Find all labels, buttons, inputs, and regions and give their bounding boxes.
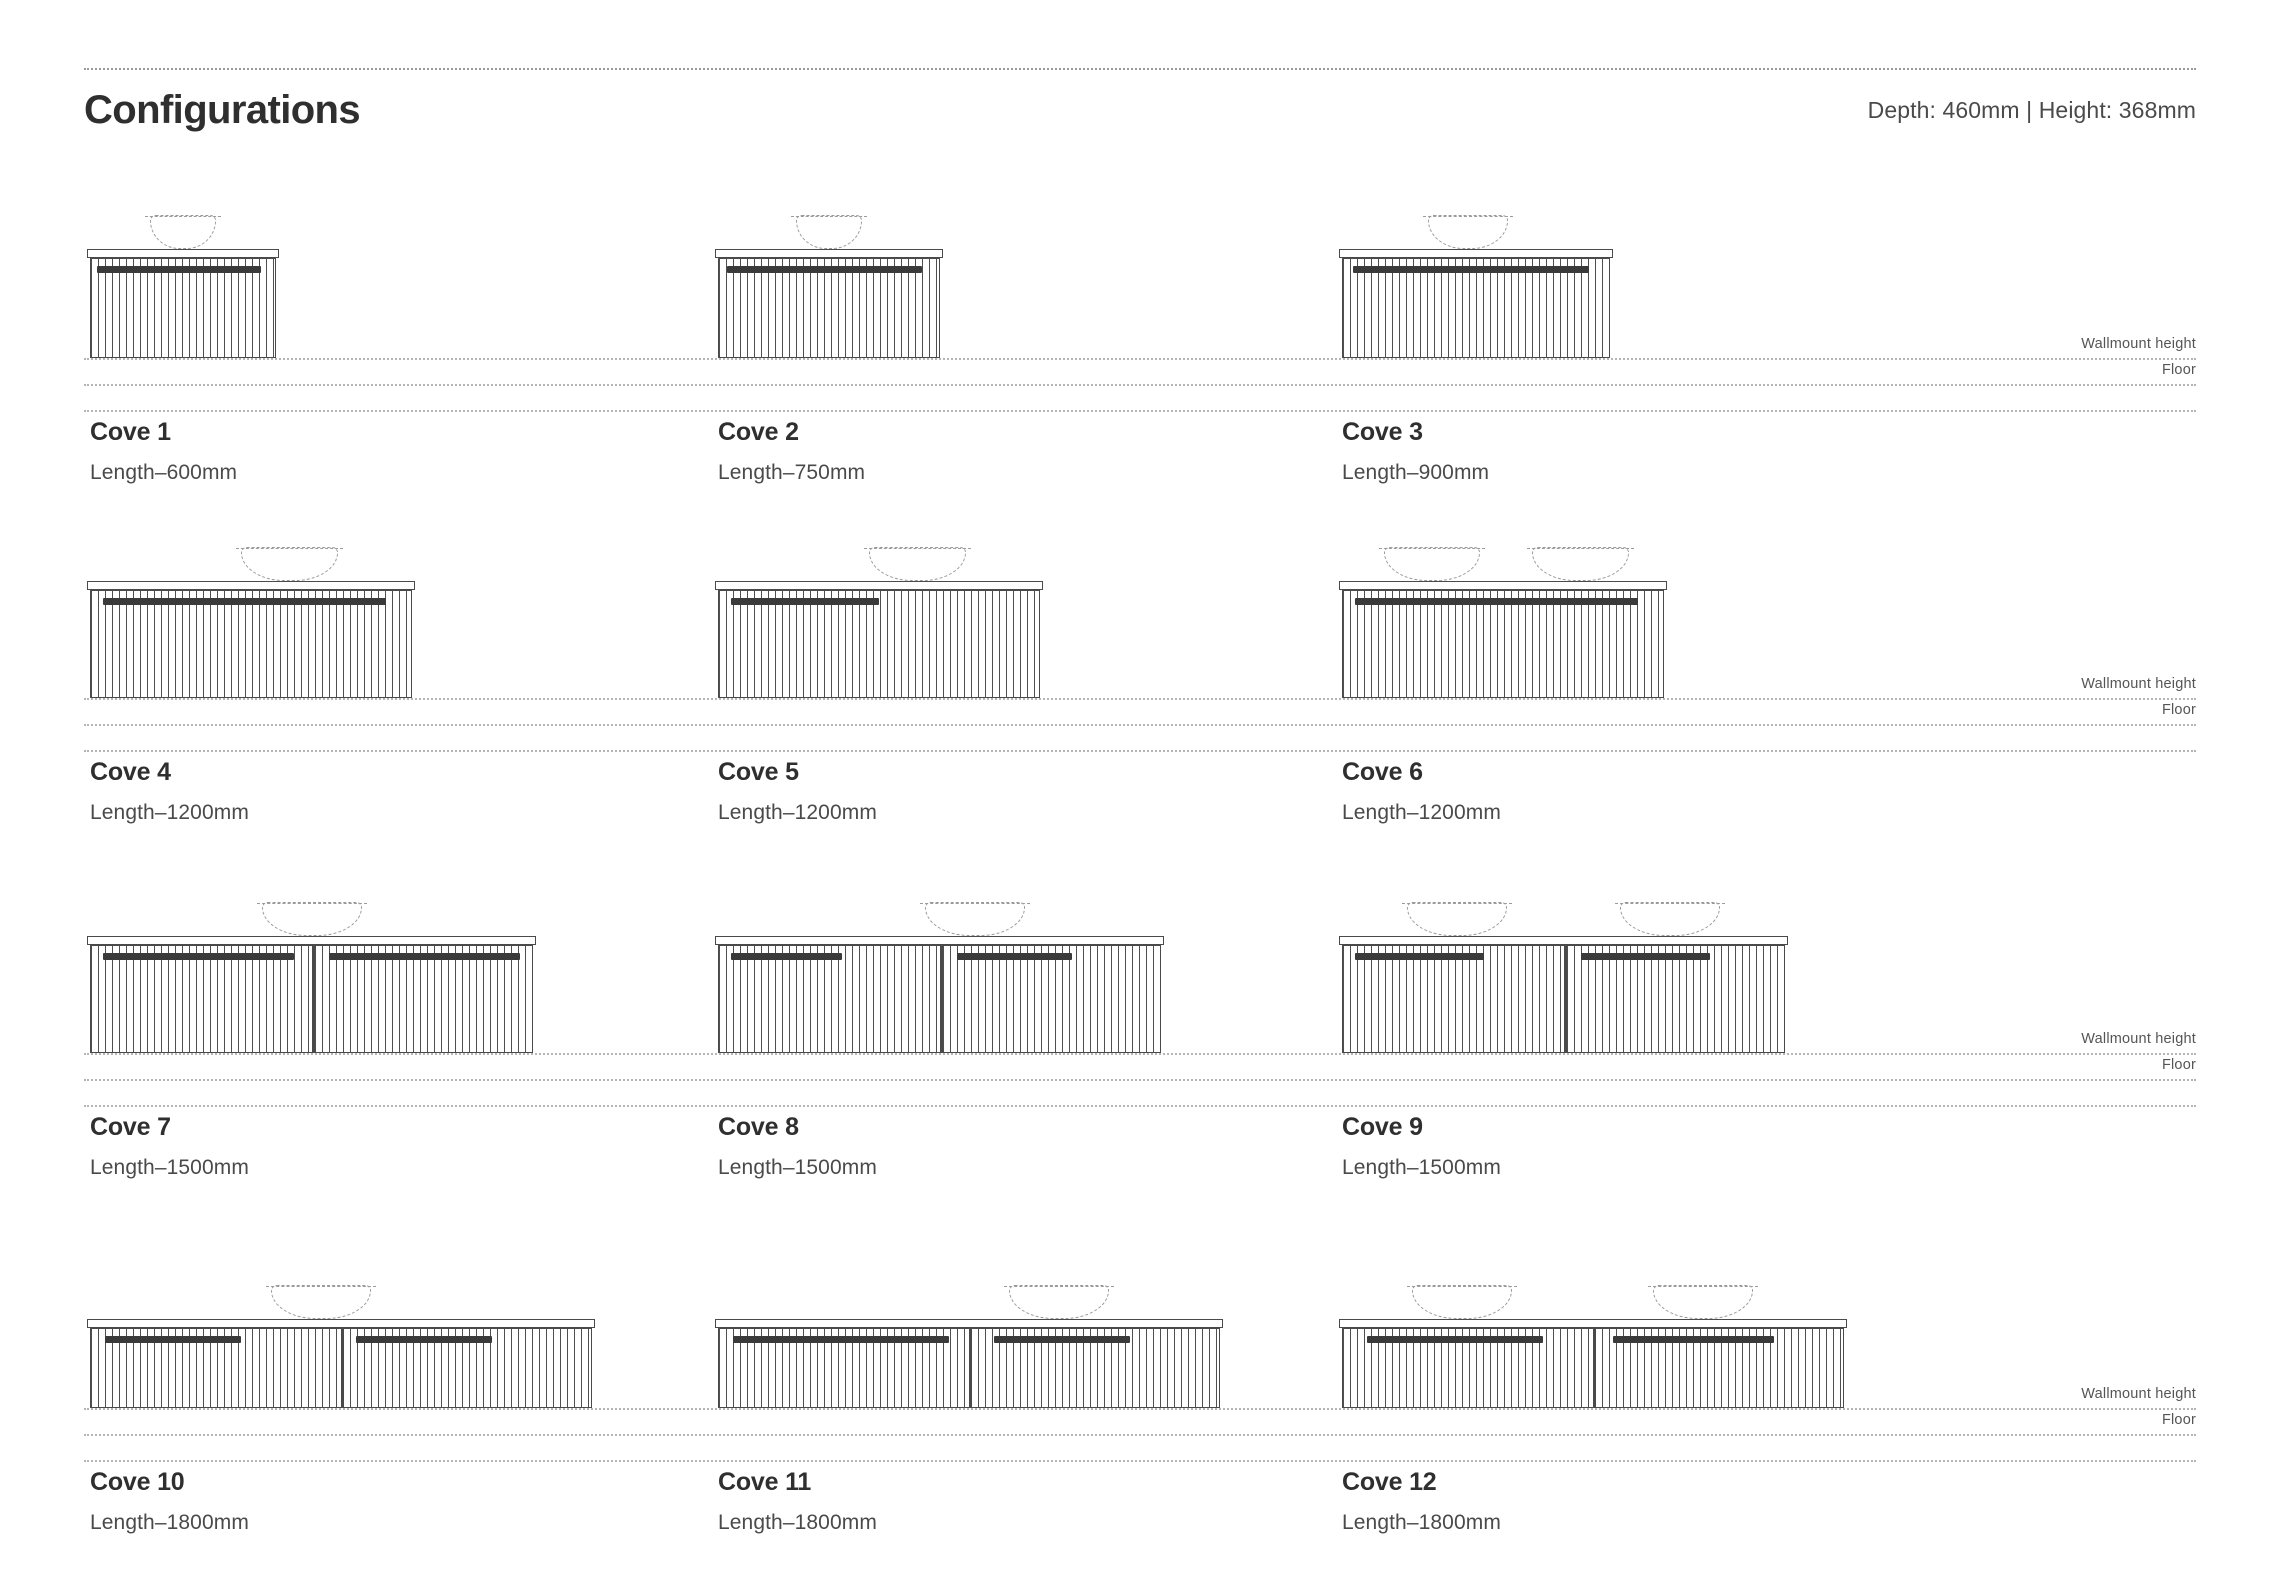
drawer-handle	[1581, 953, 1709, 960]
drawer-handle	[97, 266, 261, 273]
drawer-handle	[1367, 1336, 1543, 1343]
benchtop	[715, 1319, 1223, 1328]
benchtop	[1339, 249, 1613, 258]
benchtop	[87, 936, 536, 945]
basin-rim	[1423, 216, 1513, 217]
floor-line	[84, 1079, 2196, 1081]
drawer-handle	[105, 1336, 241, 1343]
configuration-caption	[1342, 1468, 1501, 1535]
benchtop	[87, 581, 415, 590]
basin-outline	[1407, 902, 1507, 936]
module-divider	[1593, 1328, 1596, 1408]
drawer-handle	[103, 598, 386, 605]
basin-rim	[1648, 1286, 1758, 1287]
vanity-unit	[1342, 945, 1785, 1053]
basin-outline	[1620, 902, 1720, 936]
vanity-unit	[90, 945, 533, 1053]
basin-rim	[864, 548, 971, 549]
page-header	[84, 80, 2196, 140]
vanity-unit	[718, 258, 940, 358]
basin-outline	[796, 215, 863, 249]
wallmount-height-line	[84, 358, 2196, 360]
vanity-unit	[718, 945, 1161, 1053]
drawer-handle	[733, 1336, 949, 1343]
configuration-name: Cove 8	[718, 1113, 799, 1141]
drawer-handle	[103, 953, 293, 960]
benchtop	[87, 249, 279, 258]
basin-rim	[236, 548, 343, 549]
configuration-name: Cove 3	[1342, 418, 1423, 446]
configuration-name: Cove 4	[90, 758, 171, 786]
floor-label: Floor	[2161, 1412, 2196, 1428]
cabinet-fluted-front	[90, 258, 276, 358]
benchtop	[715, 581, 1043, 590]
basin-outline	[1412, 1285, 1512, 1319]
row-separator	[84, 1460, 2196, 1462]
vanity-unit	[1342, 1328, 1844, 1408]
cabinet-fluted-front	[718, 258, 940, 358]
basin-rim	[1407, 1286, 1517, 1287]
configuration-length: Length–750mm	[718, 461, 866, 484]
configuration-name: Cove 11	[718, 1468, 812, 1496]
configuration-length: Length–1800mm	[718, 1511, 877, 1534]
basin-outline	[1653, 1285, 1753, 1319]
drawer-handle	[994, 1336, 1130, 1343]
basin-outline	[271, 1285, 371, 1319]
configuration-caption	[1342, 418, 1489, 485]
basin-outline	[1532, 547, 1629, 581]
drawer-handle	[957, 953, 1072, 960]
basin-outline	[150, 215, 216, 249]
cabinet-fluted-front	[90, 590, 412, 698]
vanity-unit	[90, 258, 276, 358]
configuration-length: Length–600mm	[90, 461, 238, 484]
drawer-handle	[1355, 953, 1483, 960]
cabinet-fluted-front	[1342, 590, 1664, 698]
wallmount-height-label: Wallmount height	[2081, 336, 2196, 352]
benchtop	[87, 1319, 595, 1328]
drawer-handle	[1353, 266, 1589, 273]
drawer-handle	[1355, 598, 1638, 605]
drawer-handle	[329, 953, 519, 960]
floor-line	[84, 724, 2196, 726]
wallmount-height-label: Wallmount height	[2081, 1031, 2196, 1047]
configuration-length: Length–1200mm	[90, 801, 249, 824]
basin-rim	[1527, 548, 1634, 549]
configuration-name: Cove 9	[1342, 1113, 1423, 1141]
configuration-length: Length–1800mm	[90, 1511, 249, 1534]
module-divider	[312, 945, 315, 1053]
drawer-handle	[731, 598, 879, 605]
basin-rim	[257, 903, 367, 904]
benchtop	[1339, 581, 1667, 590]
configuration-length: Length–900mm	[1342, 461, 1490, 484]
benchtop	[715, 249, 943, 258]
wallmount-height-label: Wallmount height	[2081, 1386, 2196, 1402]
floor-label: Floor	[2161, 362, 2196, 378]
configuration-length: Length–1500mm	[1342, 1156, 1501, 1179]
configuration-name: Cove 7	[90, 1113, 171, 1141]
wallmount-height-label: Wallmount height	[2081, 676, 2196, 692]
drawer-handle	[727, 266, 922, 273]
cabinet-fluted-front	[718, 590, 1040, 698]
basin-rim	[1004, 1286, 1114, 1287]
configuration-caption	[90, 758, 249, 825]
vanity-unit	[1342, 258, 1610, 358]
configuration-name: Cove 5	[718, 758, 799, 786]
configuration-name: Cove 6	[1342, 758, 1423, 786]
configuration-length: Length–1500mm	[90, 1156, 249, 1179]
basin-rim	[1402, 903, 1512, 904]
vanity-unit	[1342, 590, 1664, 698]
module-divider	[940, 945, 943, 1053]
configuration-name: Cove 10	[90, 1468, 185, 1496]
row-separator	[84, 410, 2196, 412]
dimensions-meta: Depth: 460mm | Height: 368mm	[1867, 96, 2196, 123]
wallmount-height-line	[84, 1408, 2196, 1410]
basin-rim	[1379, 548, 1486, 549]
module-divider	[1564, 945, 1567, 1053]
basin-outline	[869, 547, 966, 581]
page-title: Configurations	[84, 87, 361, 132]
configuration-length: Length–1200mm	[718, 801, 877, 824]
row-separator	[84, 1105, 2196, 1107]
module-divider	[969, 1328, 972, 1408]
basin-outline	[1384, 547, 1481, 581]
configuration-caption	[718, 758, 877, 825]
floor-line	[84, 384, 2196, 386]
module-divider	[341, 1328, 344, 1408]
wallmount-height-line	[84, 698, 2196, 700]
floor-line	[84, 1434, 2196, 1436]
vanity-unit	[718, 590, 1040, 698]
basin-outline	[925, 902, 1025, 936]
basin-rim	[920, 903, 1030, 904]
header-divider	[84, 68, 2196, 70]
basin-rim	[145, 216, 221, 217]
basin-rim	[791, 216, 868, 217]
cabinet-fluted-front	[1342, 258, 1610, 358]
configuration-length: Length–1200mm	[1342, 801, 1501, 824]
floor-label: Floor	[2161, 702, 2196, 718]
vanity-unit	[90, 590, 412, 698]
configuration-name: Cove 12	[1342, 1468, 1437, 1496]
row-separator	[84, 750, 2196, 752]
configuration-caption	[718, 1113, 877, 1180]
configuration-name: Cove 2	[718, 418, 799, 446]
configuration-length: Length–1500mm	[718, 1156, 877, 1179]
configuration-length: Length–1800mm	[1342, 1511, 1501, 1534]
basin-outline	[1428, 215, 1508, 249]
drawer-handle	[1613, 1336, 1774, 1343]
basin-rim	[266, 1286, 376, 1287]
basin-outline	[262, 902, 362, 936]
configuration-caption	[90, 1113, 249, 1180]
configuration-caption	[718, 418, 865, 485]
basin-outline	[241, 547, 338, 581]
benchtop	[1339, 936, 1788, 945]
configuration-caption	[90, 1468, 249, 1535]
drawer-handle	[356, 1336, 492, 1343]
floor-label: Floor	[2161, 1057, 2196, 1073]
configuration-caption	[718, 1468, 877, 1535]
drawer-handle	[731, 953, 842, 960]
configuration-caption	[1342, 758, 1501, 825]
benchtop	[715, 936, 1164, 945]
vanity-unit	[90, 1328, 592, 1408]
configuration-name: Cove 1	[90, 418, 171, 446]
basin-rim	[1615, 903, 1725, 904]
basin-outline	[1009, 1285, 1109, 1319]
benchtop	[1339, 1319, 1847, 1328]
vanity-unit	[718, 1328, 1220, 1408]
configuration-caption	[1342, 1113, 1501, 1180]
wallmount-height-line	[84, 1053, 2196, 1055]
configuration-caption	[90, 418, 237, 485]
